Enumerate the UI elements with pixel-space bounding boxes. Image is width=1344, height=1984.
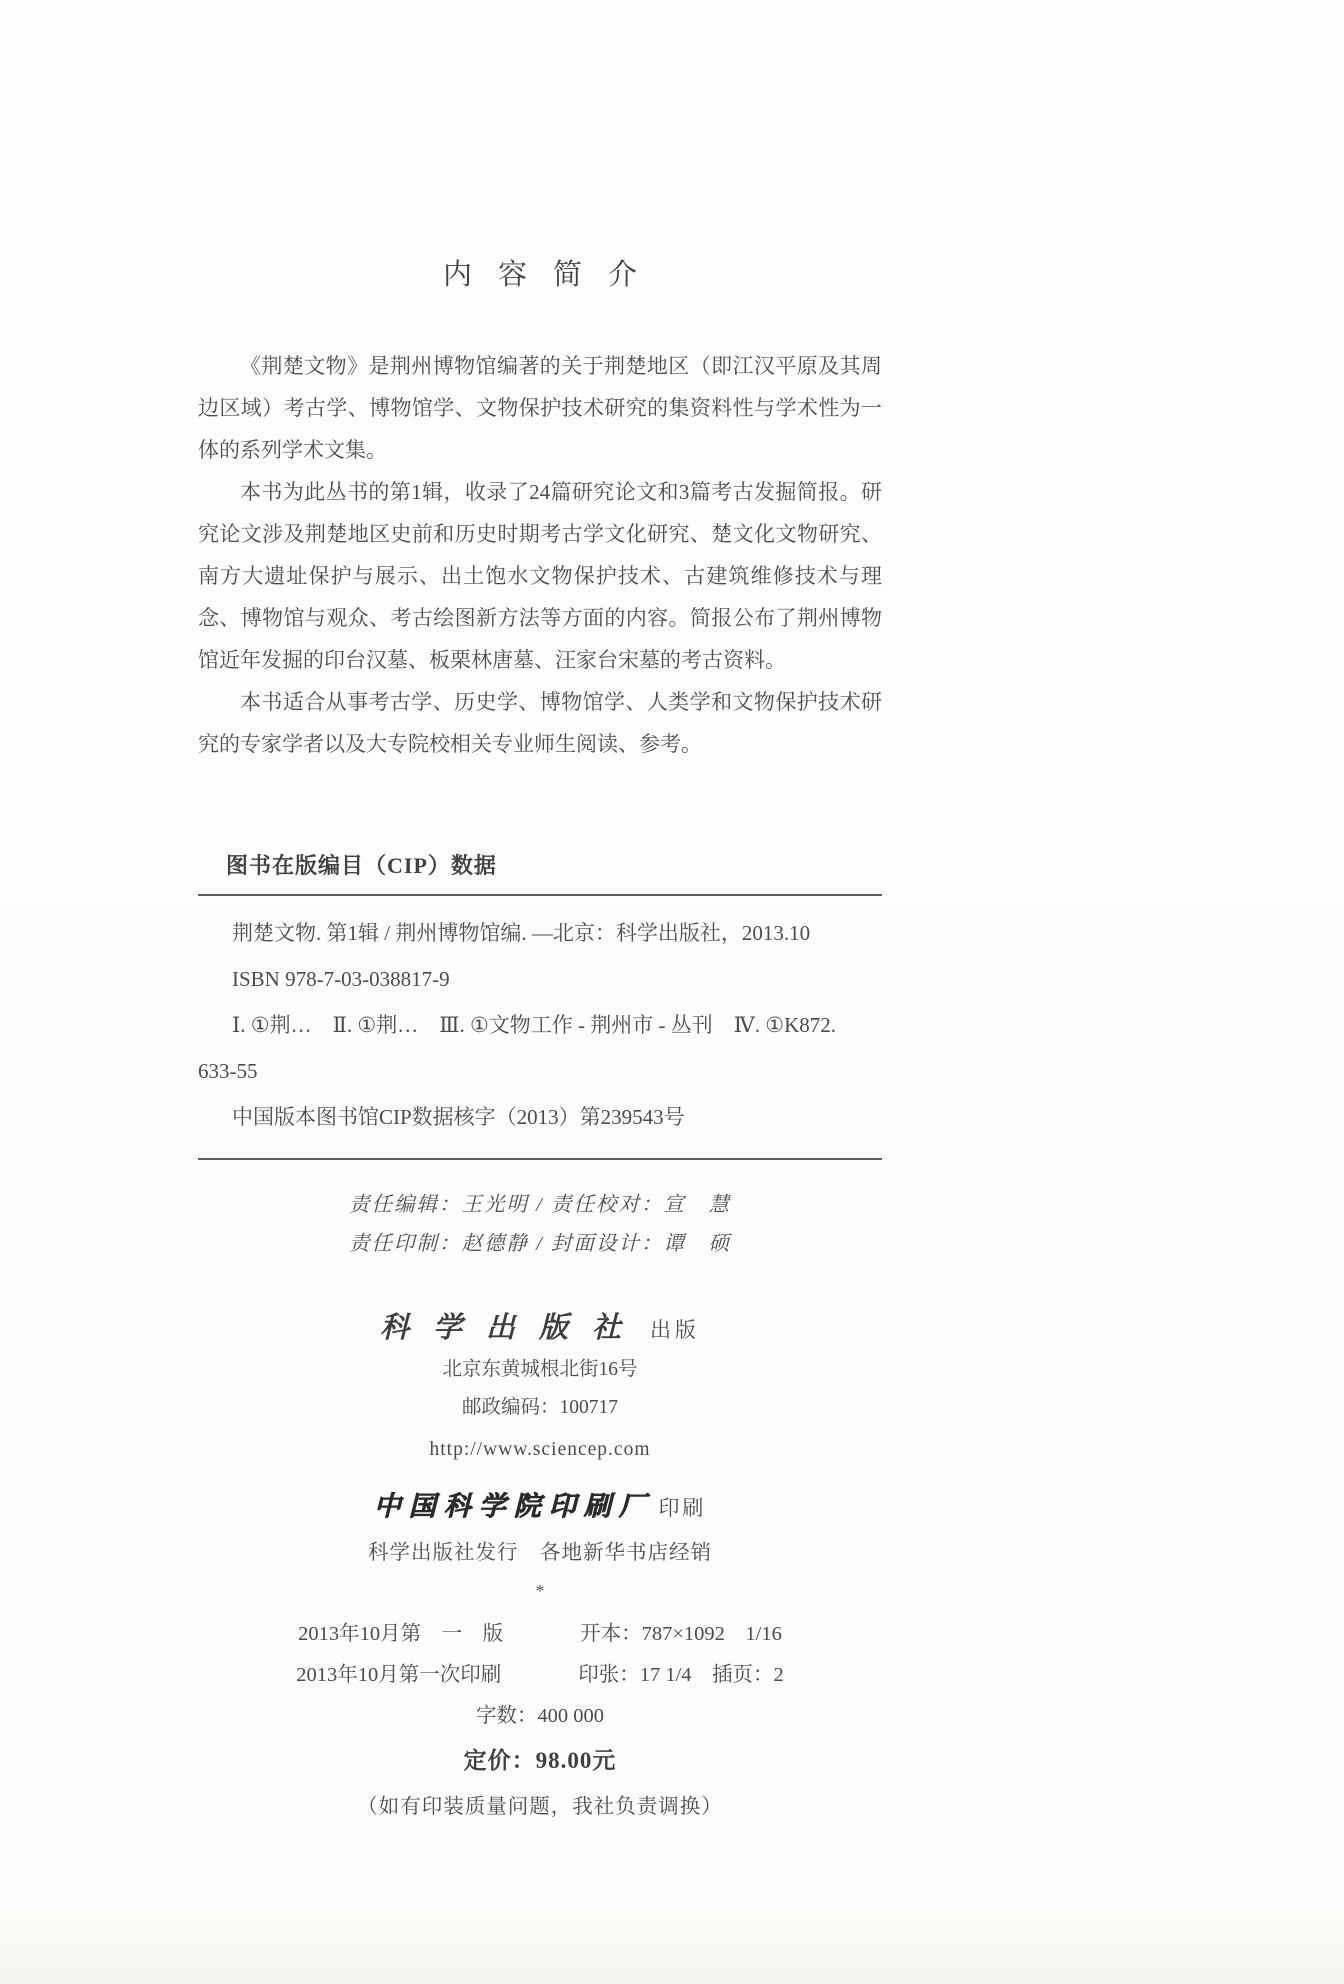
intro-line: 《荆楚文物》是荆州博物馆编著的关于荆楚地区（即江汉平原及其周 (240, 354, 882, 378)
printer-line (198, 1485, 882, 1532)
intro-title: 内容简介 (442, 259, 663, 291)
edition-info: 2013年10月第 一 版 (298, 1623, 504, 1645)
intro-line: 馆近年发掘的印台汉墓、板栗林唐墓、汪家台宋墓的考古资料。 (198, 648, 786, 672)
intro-line: 本书为此丛书的第1辑，收录了24篇研究论文和3篇考古发掘简报。研 (240, 480, 882, 504)
publisher-postcode: 邮政编码：100717 (461, 1397, 618, 1418)
intro-line: 本书适合从事考古学、历史学、博物馆学、人类学和文物保护技术研 (240, 690, 882, 714)
printer-name-suffix: 印刷 (658, 1496, 707, 1520)
printing-row (198, 1655, 882, 1696)
cip-title-line: 荆楚文物. 第1辑 / 荆州博物馆编. —北京：科学出版社，2013.10 (232, 921, 811, 945)
divider-star: * (535, 1581, 545, 1601)
printing-info: 2013年10月第一次印刷 (296, 1664, 502, 1686)
printer-logotype: 中国科学院印刷厂 (373, 1491, 654, 1522)
price-line: 定价：98.00元 (463, 1748, 617, 1773)
cip-classification: Ⅰ. ①荆… Ⅱ. ①荆… Ⅲ. ①文物工作 - 荆州市 - 丛刊 Ⅳ. ①K872. (232, 1013, 837, 1037)
distribution-line: 科学出版社发行 各地新华书店经销 (368, 1542, 712, 1564)
staff-line-editor: 责任编辑：王光明 / 责任校对：宣 慧 (349, 1194, 731, 1216)
cip-isbn: ISBN 978-7-03-038817-9 (232, 967, 450, 991)
intro-line: 念、博物馆与观众、考古绘图新方法等方面的内容。简报公布了荆州博物 (198, 606, 882, 630)
word-count: 字数：400 000 (475, 1705, 605, 1727)
cip-bottom-rule (198, 1158, 882, 1160)
publisher-name-line (198, 1308, 882, 1351)
intro-line: 究的专家学者以及大专院校相关专业师生阅读、参考。 (198, 732, 702, 756)
cip-section (198, 849, 882, 1160)
sheets-info: 印张：17 1/4 插页：2 (578, 1664, 784, 1686)
publisher-name-suffix: 出版 (649, 1318, 700, 1342)
page-content-column (198, 252, 882, 1830)
colophon-block (198, 1614, 882, 1830)
format-info: 开本：787×1092 1/16 (580, 1623, 782, 1645)
intro-paragraphs (198, 345, 882, 765)
quality-notice: （如有印装质量问题，我社负责调换） (357, 1796, 723, 1818)
publisher-block (198, 1308, 882, 1608)
staff-line-printing: 责任印制：赵德静 / 封面设计：谭 硕 (349, 1233, 731, 1255)
staff-credits (198, 1186, 882, 1264)
publisher-logotype: 科学出版社 (380, 1310, 646, 1344)
cip-record-number: 中国版本图书馆CIP数据核字（2013）第239543号 (232, 1105, 685, 1129)
cip-classification-continued: 633-55 (198, 1059, 258, 1083)
publisher-address: 北京东黄城根北街16号 (442, 1359, 638, 1380)
edition-row (198, 1614, 882, 1655)
intro-line: 体的系列学术文集。 (198, 438, 387, 462)
cip-header: 图书在版编目（CIP）数据 (226, 853, 497, 878)
publisher-url: http://www.sciencep.com (429, 1439, 651, 1460)
intro-line: 南方大遗址保护与展示、出土饱水文物保护技术、古建筑维修技术与理 (198, 564, 882, 588)
intro-line: 究论文涉及荆楚地区史前和历史时期考古学文化研究、楚文化文物研究、 (198, 522, 882, 546)
cip-block (198, 896, 882, 1158)
intro-line: 边区域）考古学、博物馆学、文物保护技术研究的集资料性与学术性为一 (198, 396, 882, 420)
